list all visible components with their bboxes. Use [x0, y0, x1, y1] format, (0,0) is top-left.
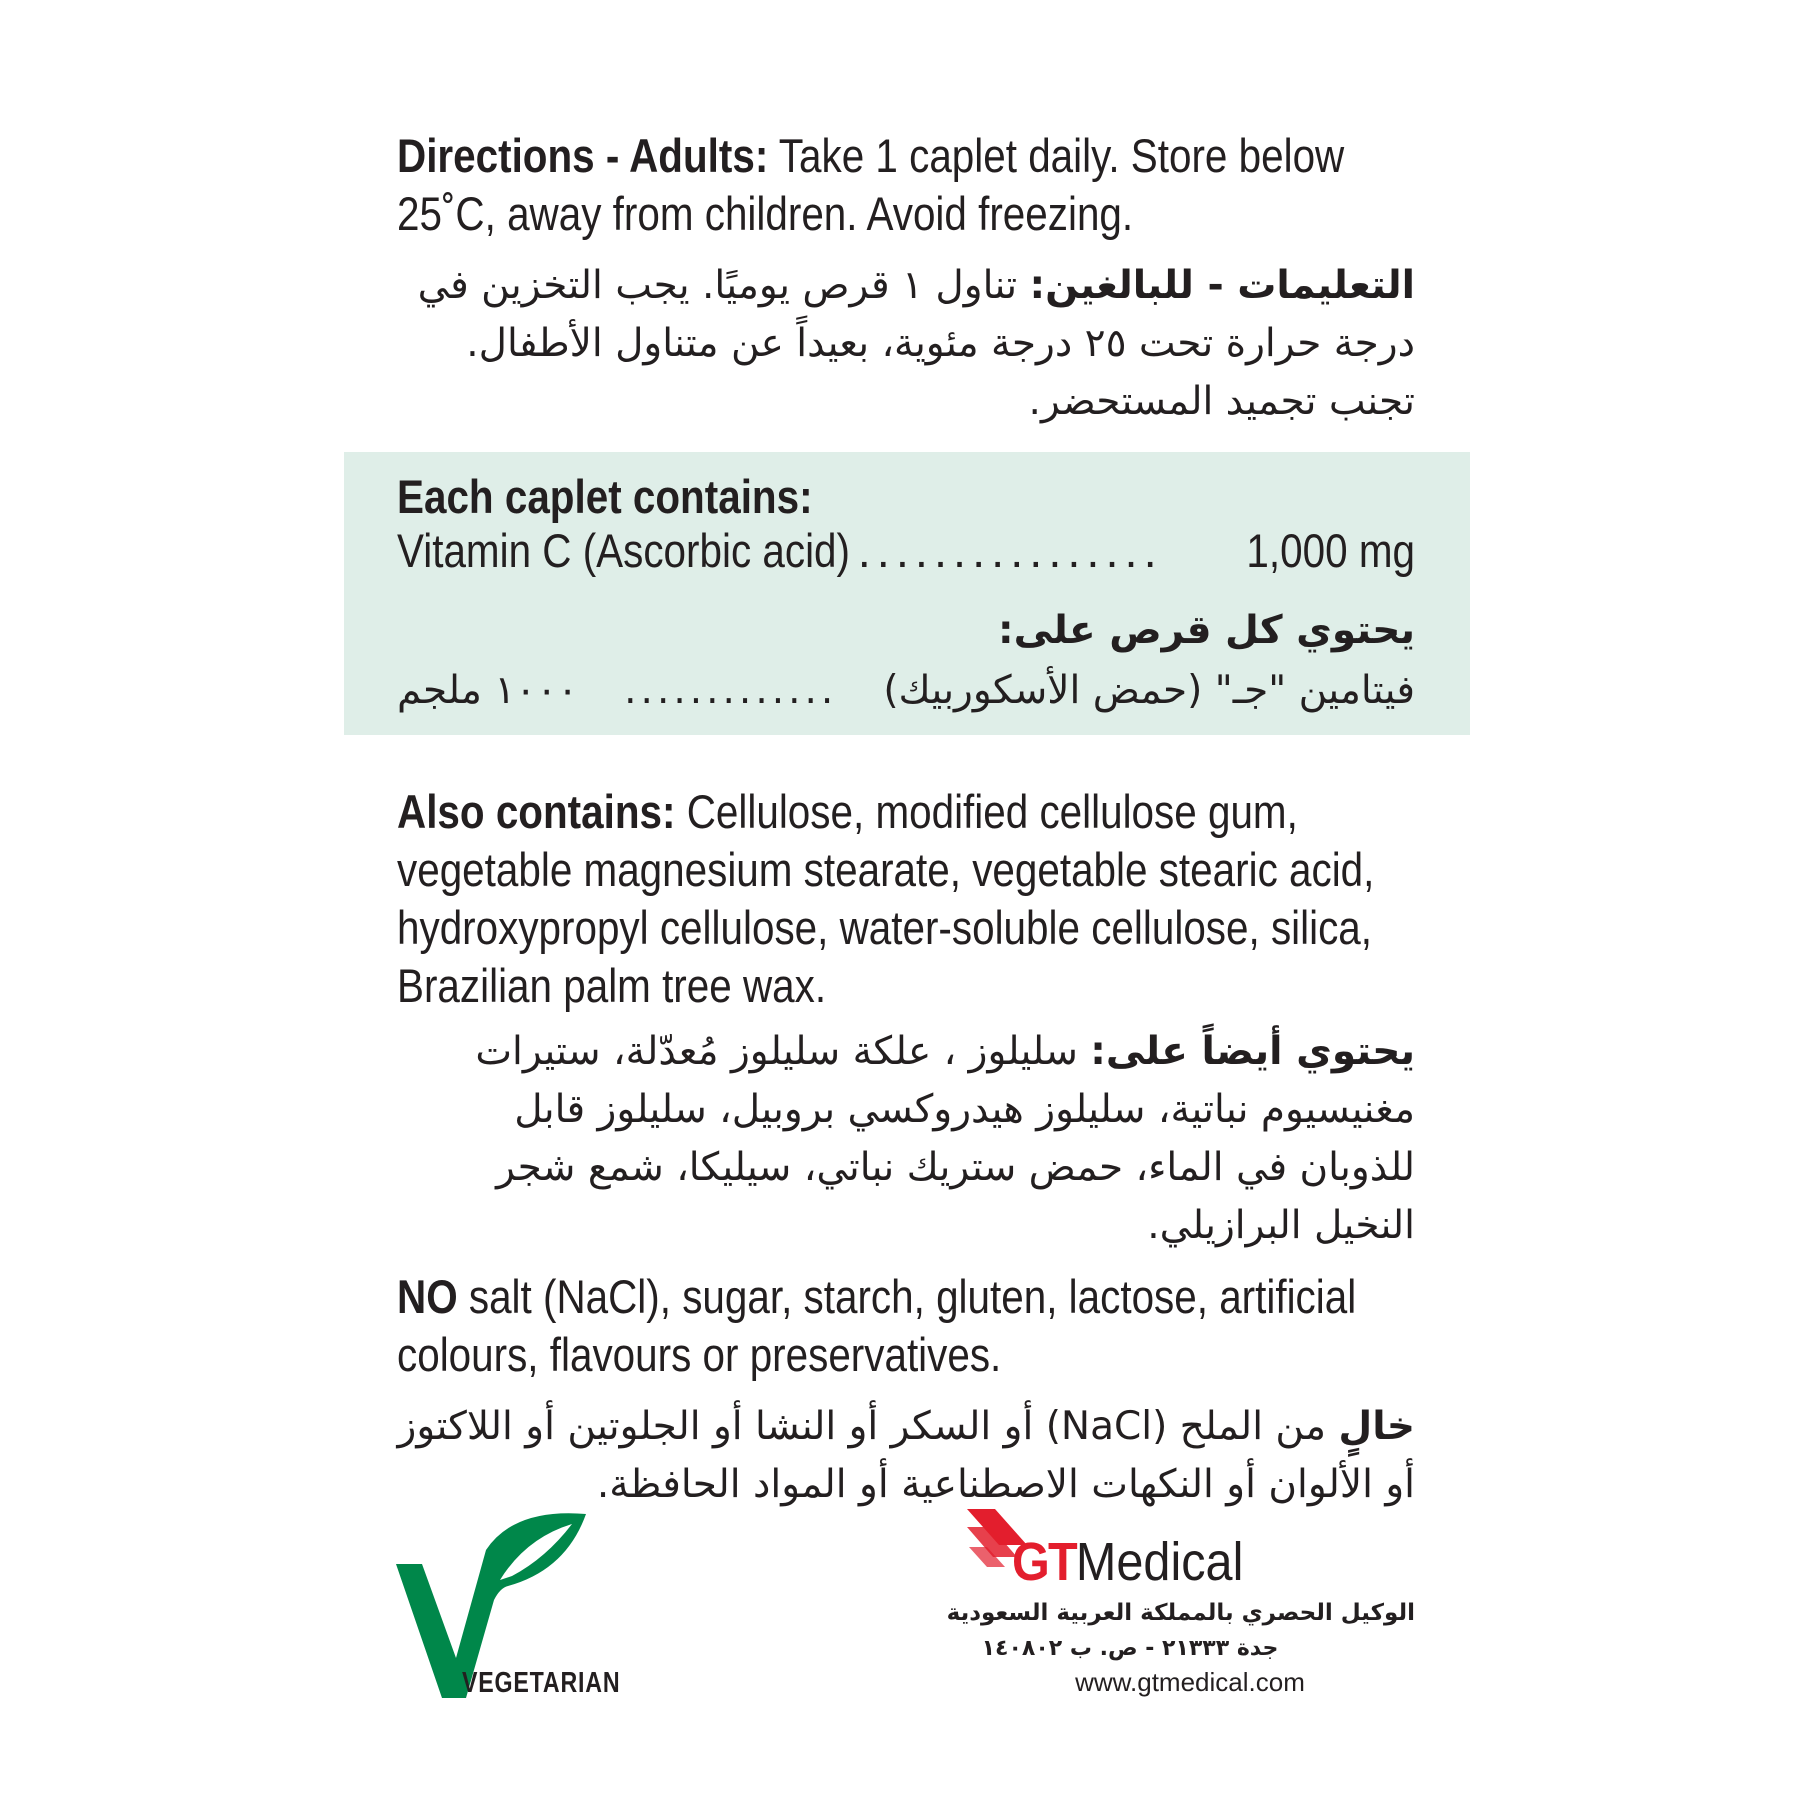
also-contains-english — [397, 783, 1415, 1015]
vitamin-c-label: Vitamin C (Ascorbic acid) — [397, 524, 850, 577]
free-from-arabic — [397, 1398, 1415, 1514]
also-contains-arabic — [397, 1023, 1415, 1255]
also-contains-english-paragraph — [397, 783, 1430, 1015]
also-contains-arabic-text: سليلوز ، علكة سليلوز مُعدّلة، ستيرات مغنيسيوم نباتية، سليلوز هيدروكسي بروبيل، سليلوز قابل للذوبان في الماء، حمض ستريك نباتي، سيليكا، شمع شجر النخيل البرازيلي. — [475, 1029, 1415, 1248]
free-from-arabic-heading: خالٍ — [1338, 1404, 1415, 1449]
free-from-english-heading: NO — [397, 1270, 458, 1323]
distributor-line-1: الوكيل الحصري بالمملكة العربية السعودية — [946, 1600, 1415, 1626]
vitamin-c-label-arabic: فيتامين "جـ" (حمض الأسكوربيك) — [883, 668, 1415, 713]
dot-leader-arabic: ............. — [624, 668, 838, 713]
dot-leader: ................ — [857, 524, 1163, 577]
vegetarian-label: VEGETARIAN — [462, 1667, 621, 1699]
directions-english — [397, 127, 1415, 243]
gt-brand-name: Medical — [1075, 1532, 1244, 1592]
directions-arabic-text: تناول ١ قرص يوميًا. يجب التخزين في درجة حرارة تحت ٢٥ درجة مئوية، بعيداً عن متناول الأطفال. تجنب تجميد المستحضر. — [417, 263, 1415, 424]
also-contains-english-heading: Also contains: — [397, 785, 676, 838]
gt-brand-prefix: GT — [1012, 1532, 1076, 1592]
distributor-line-2: جدة ٢١٣٣٣ - ص. ب ١٤٠٨٠٢ — [981, 1636, 1279, 1661]
free-from-arabic-text: من الملح (NaCl) أو السكر أو النشا أو الجلوتين أو اللاكتوز أو الألوان أو النكهات الاصطناعية أو المواد الحافظة. — [397, 1404, 1415, 1507]
caplet-contents-panel — [344, 452, 1470, 735]
caplet-contents-title: Each caplet contains: — [397, 470, 813, 523]
vitamin-c-row-arabic — [397, 662, 1415, 720]
also-contains-english-text: Cellulose, modified cellulose gum, vegetable magnesium stearate, vegetable stearic acid, hydroxypropyl cellulose, water-soluble cellulose, silica, Brazilian palm tree wax. — [397, 785, 1375, 1012]
vitamin-c-amount-arabic: ١٠٠٠ ملجم — [397, 668, 579, 713]
directions-english-paragraph — [397, 127, 1430, 243]
directions-arabic — [397, 257, 1415, 431]
vitamin-c-amount: 1,000 mg — [1246, 524, 1415, 577]
also-contains-arabic-heading: يحتوي أيضاً على: — [1090, 1029, 1415, 1074]
free-from-english-paragraph — [397, 1268, 1430, 1384]
vitamin-c-row — [397, 522, 1415, 580]
free-from-english — [397, 1268, 1415, 1384]
directions-english-heading: Directions - Adults: — [397, 129, 769, 182]
caplet-contents-title-arabic: يحتوي كل قرص على: — [998, 608, 1415, 653]
free-from-english-text: salt (NaCl), sugar, starch, gluten, lactose, artificial colours, flavours or preservatives. — [397, 1270, 1357, 1381]
gt-medical-brand — [1012, 1532, 1243, 1592]
directions-arabic-heading: التعليمات - للبالغين: — [1029, 263, 1415, 308]
directions-english-text: Take 1 caplet daily. Store below 25˚C, away from children. Avoid freezing. — [397, 129, 1345, 240]
distributor-website[interactable]: www.gtmedical.com — [1075, 1667, 1305, 1697]
